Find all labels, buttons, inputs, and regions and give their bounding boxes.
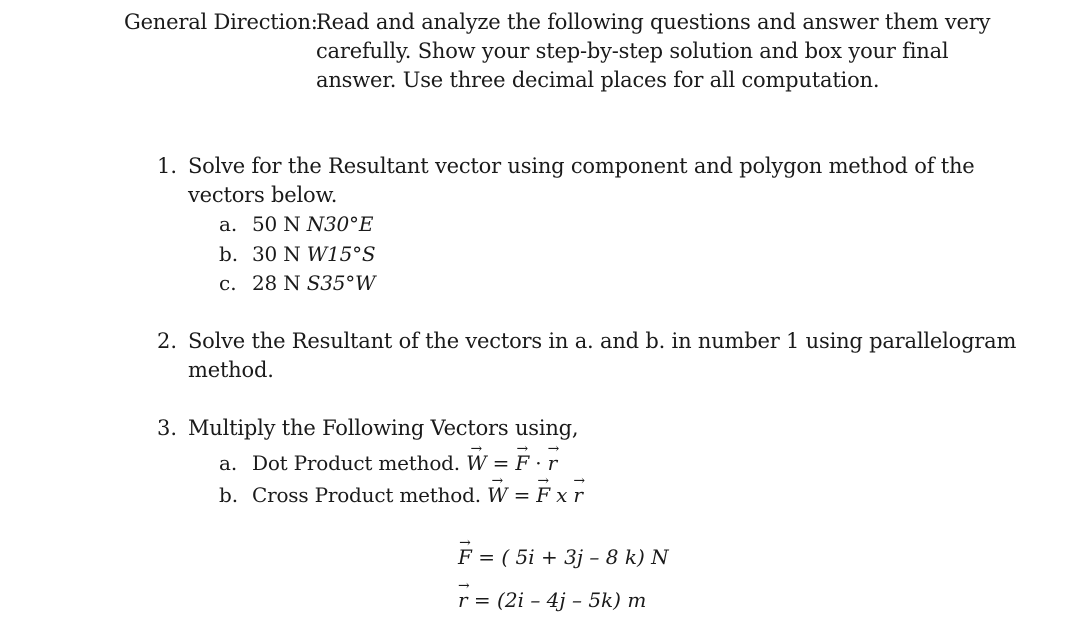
vector-f-symbol: → F bbox=[536, 483, 550, 507]
equation-position bbox=[458, 588, 646, 612]
dot-product-text: Dot Product method. bbox=[252, 451, 460, 475]
equals-sign: = bbox=[513, 483, 531, 507]
question-1-item-c bbox=[252, 271, 375, 295]
item-b-magnitude: 30 N bbox=[252, 242, 301, 266]
cross-operator: x bbox=[556, 483, 568, 507]
question-2-number: 2. bbox=[157, 329, 178, 353]
dot-operator: · bbox=[535, 451, 542, 475]
question-1-item-b bbox=[252, 242, 375, 266]
question-1-item-a bbox=[252, 212, 373, 236]
item-c-magnitude: 28 N bbox=[252, 271, 301, 295]
question-3-item-a-marker: a. bbox=[219, 451, 238, 475]
equals-sign: = bbox=[492, 451, 510, 475]
force-expression: = ( 5i + 3j – 8 k) N bbox=[478, 545, 669, 569]
position-expression: = (2i – 4j – 5k) m bbox=[473, 588, 647, 612]
question-1-line-2: vectors below. bbox=[188, 183, 338, 207]
question-3-number: 3. bbox=[157, 416, 178, 440]
question-3-item-b-marker: b. bbox=[219, 483, 239, 507]
item-b-direction: W15°S bbox=[306, 242, 376, 266]
general-direction-line-1: Read and analyze the following questions and answer them very bbox=[316, 10, 991, 34]
equation-force bbox=[458, 545, 669, 569]
item-c-direction: S35°W bbox=[306, 271, 376, 295]
question-3-item-b bbox=[252, 483, 583, 507]
vector-r-symbol: → r bbox=[548, 451, 557, 475]
question-1-item-a-marker: a. bbox=[219, 212, 238, 236]
question-2-line-2: method. bbox=[188, 358, 274, 382]
item-a-magnitude: 50 N bbox=[252, 212, 301, 236]
question-2-line-1: Solve the Resultant of the vectors in a. and b. in number 1 using parallelogram bbox=[188, 329, 1017, 353]
general-direction-line-3: answer. Use three decimal places for all computation. bbox=[316, 68, 880, 92]
question-1-line-1: Solve for the Resultant vector using component and polygon method of the bbox=[188, 154, 975, 178]
vector-r-symbol: → r bbox=[458, 588, 468, 612]
vector-f-symbol: → F bbox=[515, 451, 529, 475]
vector-r-symbol: → r bbox=[573, 483, 582, 507]
question-3-item-a bbox=[252, 451, 557, 475]
general-direction-line-2: carefully. Show your step-by-step solution and box your final bbox=[316, 39, 949, 63]
question-1-item-b-marker: b. bbox=[219, 242, 239, 266]
vector-w-symbol: → W bbox=[466, 451, 486, 475]
vector-w-symbol: → W bbox=[487, 483, 507, 507]
vector-f-symbol: → F bbox=[458, 545, 472, 569]
question-1-number: 1. bbox=[157, 154, 178, 178]
cross-product-text: Cross Product method. bbox=[252, 483, 481, 507]
item-a-direction: N30°E bbox=[306, 212, 374, 236]
question-3-line-1: Multiply the Following Vectors using, bbox=[188, 416, 579, 440]
question-1-item-c-marker: c. bbox=[219, 271, 237, 295]
general-direction-label: General Direction: bbox=[124, 10, 318, 34]
